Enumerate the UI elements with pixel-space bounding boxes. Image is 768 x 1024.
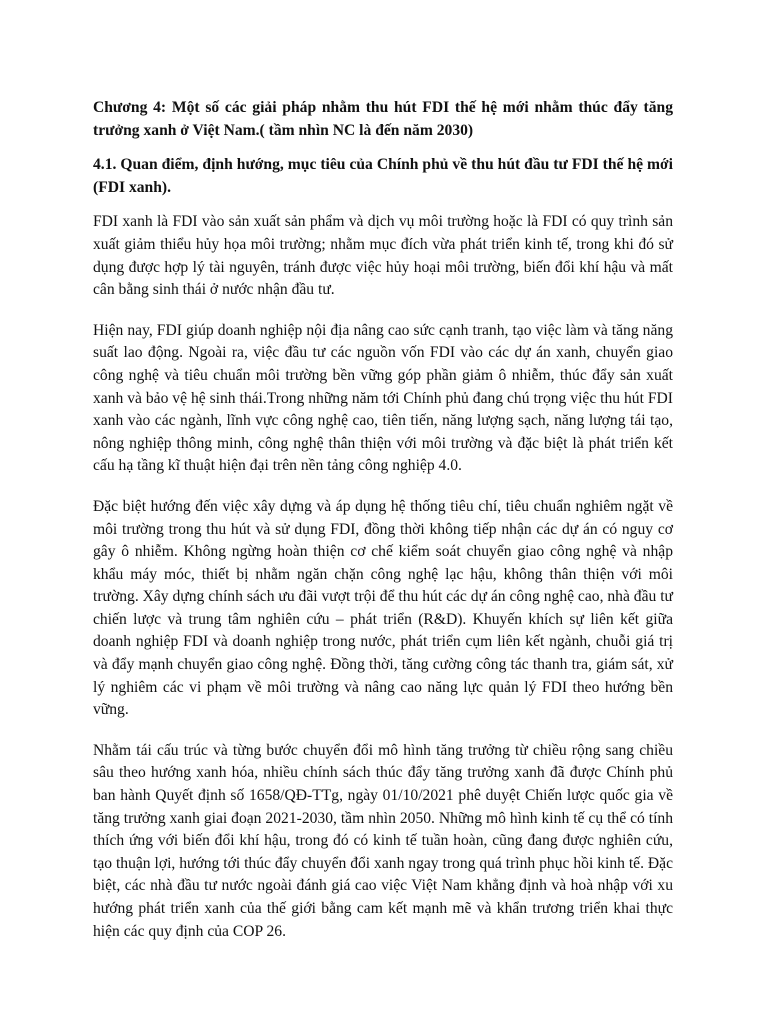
section-title: 4.1. Quan điểm, định hướng, mục tiêu của Chính phủ về thu hút đầu tư FDI thế hệ mới (FDI xanh). <box>93 156 673 196</box>
paragraph-green-fdi-definition: FDI xanh là FDI vào sản xuất sản phẩm và dịch vụ môi trường hoặc là FDI có quy trình sản xuất giảm thiểu hủy họa môi trường; nhằm mục đích vừa phát triển kinh tế, trong khi đó sử dụng được hợp lý tài nguyên, tránh được việc hủy hoại môi trường, biến đổi khí hậu và mất cân bằng sinh thái ở nước nhận đầu tư. <box>93 213 673 299</box>
chapter-title: Chương 4: Một số các giải pháp nhằm thu hút FDI thế hệ mới nhằm thúc đẩy tăng trưởng xanh ở Việt Nam.( tầm nhìn NC là đến năm 2030) <box>93 99 673 139</box>
paragraph-criteria-standards: Đặc biệt hướng đến việc xây dựng và áp dụng hệ thống tiêu chí, tiêu chuẩn nghiêm ngặt về môi trường trong thu hút và sử dụng FDI, đồng thời không tiếp nhận các dự án có nguy cơ gây ô nhiễm. Không ngừng hoàn thiện cơ chế kiểm soát chuyển giao công nghệ và nhập khẩu máy móc, thiết bị nhằm ngăn chặn công nghệ lạc hậu, không thân thiện với môi trường. Xây dựng chính sách ưu đãi vượt trội để thu hút các dự án công nghệ cao, nhà đầu tư chiến lược và trung tâm nghiên cứu – phát triển (R&D). Khuyến khích sự liên kết giữa doanh nghiệp FDI và doanh nghiệp trong nước, phát triển cụm liên kết ngành, chuỗi giá trị và đẩy mạnh chuyển giao công nghệ. Đồng thời, tăng cường công tác thanh tra, giám sát, xử lý nghiêm các vi phạm về môi trường và nâng cao năng lực quản lý FDI theo hướng bền vững. <box>93 497 673 719</box>
paragraph-green-growth-policy: Nhằm tái cấu trúc và từng bước chuyển đổi mô hình tăng trưởng từ chiều rộng sang chiều sâu theo hướng xanh hóa, nhiều chính sách thúc đẩy tăng trưởng xanh đã được Chính phủ ban hành Quyết định số 1658/QĐ-TTg, ngày 01/10/2021 phê duyệt Chiến lược quốc gia về tăng trưởng xanh giai đoạn 2021-2030, tầm nhìn 2050. Những mô hình kinh tế cụ thể có tính thích ứng với biến đổi khí hậu, trong đó có kinh tế tuần hoàn, cũng đang được nghiên cứu, tạo thuận lợi, hướng tới thúc đẩy chuyển đổi xanh ngay trong quá trình phục hồi kinh tế. Đặc biệt, các nhà đầu tư nước ngoài đánh giá cao việc Việt Nam khẳng định và hoà nhập với xu hướng phát triển xanh của thế giới bằng cam kết mạnh mẽ và khẩn trương triển khai thực hiện các quy định của COP 26. <box>93 741 673 940</box>
document-body <box>93 97 673 961</box>
paragraph-current-state: Hiện nay, FDI giúp doanh nghiệp nội địa nâng cao sức cạnh tranh, tạo việc làm và tăng năng suất lao động. Ngoài ra, việc đầu tư các nguồn vốn FDI vào các dự án xanh, chuyển giao công nghệ và tiêu chuẩn môi trường bền vững góp phần giảm ô nhiễm, thúc đẩy sản xuất xanh và bảo vệ hệ sinh thái.Trong những năm tới Chính phủ đang chú trọng việc thu hút FDI xanh vào các ngành, lĩnh vực công nghệ cao, tiên tiến, năng lượng sạch, năng lượng tái tạo, nông nghiệp thông minh, công nghệ thân thiện với môi trường và đặc biệt là phát triển kết cấu hạ tầng kĩ thuật hiện đại trên nền tảng công nghiệp 4.0. <box>93 321 673 475</box>
